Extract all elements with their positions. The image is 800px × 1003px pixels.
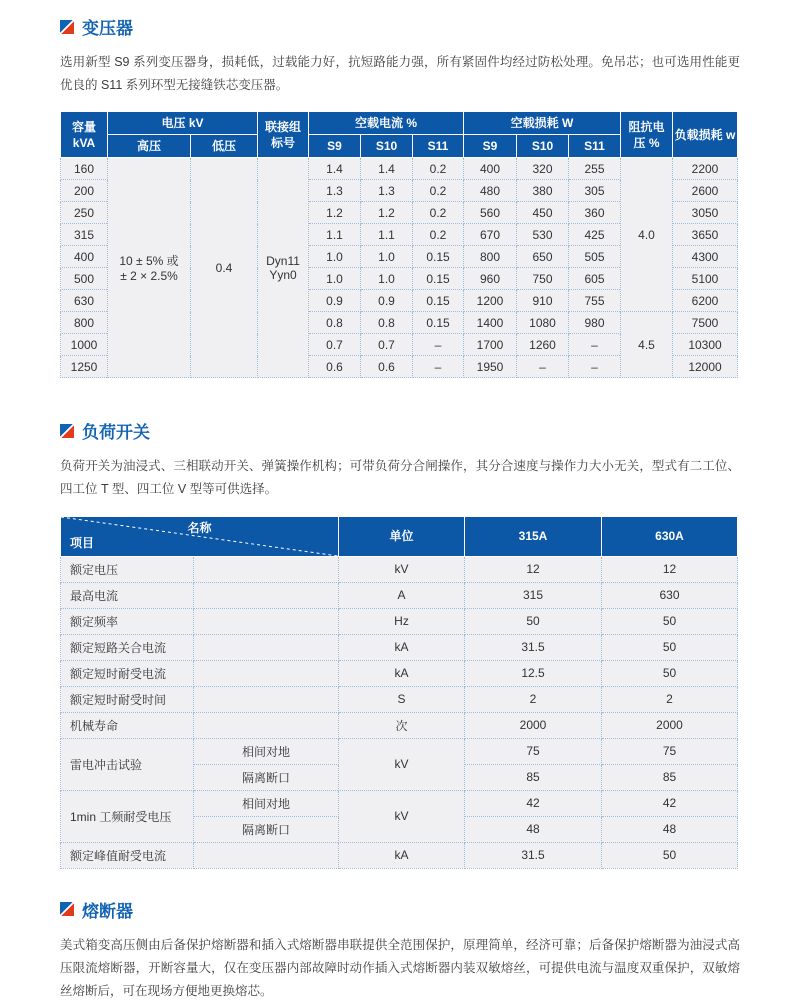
cell-load-loss: 12000	[673, 356, 738, 378]
col-header-hv: 高压	[108, 135, 191, 158]
cell-no-load-current-s11: 0.15	[413, 290, 464, 312]
col-header-630a: 630A	[602, 516, 738, 556]
cell-no-load-loss-s9: 800	[464, 246, 517, 268]
cell-lv-value: 0.4	[191, 158, 258, 378]
cell-no-load-loss-s9: 1700	[464, 334, 517, 356]
cell-no-load-loss-s10: 320	[517, 158, 569, 180]
section-title-text: 变压器	[82, 19, 133, 38]
cell-no-load-loss-s11: 605	[569, 268, 621, 290]
cell-value-630a: 2	[602, 686, 738, 712]
cell-no-load-current-s11: 0.2	[413, 180, 464, 202]
cell-item-label: 额定短时耐受时间	[61, 686, 194, 712]
table-row	[61, 738, 738, 764]
section-marker-icon	[60, 424, 74, 438]
cell-no-load-loss-s11: 505	[569, 246, 621, 268]
table-row	[61, 556, 738, 582]
cell-vector-group: Dyn11 Yyn0	[258, 158, 309, 378]
cell-value-315a: 2000	[465, 712, 602, 738]
cell-no-load-loss-s11: 305	[569, 180, 621, 202]
cell-no-load-loss-s10: 450	[517, 202, 569, 224]
cell-unit: kA	[339, 660, 465, 686]
cell-no-load-current-s10: 1.0	[361, 268, 413, 290]
cell-value-630a: 2000	[602, 712, 738, 738]
cell-value-315a: 48	[465, 816, 602, 842]
table-row	[61, 634, 738, 660]
cell-value-315a: 2	[465, 686, 602, 712]
cell-item-sub: 相间对地	[194, 738, 339, 764]
load-switch-description: 负荷开关为油浸式、三相联动开关、弹簧操作机构；可带负荷分合闸操作，其分合速度与操作力大小无关，型式有二工位、四工位 T 型、四工位 V 型等可供选择。	[60, 459, 740, 497]
cell-value-315a: 75	[465, 738, 602, 764]
cell-impedance: 4.5	[621, 312, 673, 378]
col-header-no-load-loss: 空载损耗 W	[464, 112, 621, 135]
cell-impedance: 4.0	[621, 158, 673, 312]
cell-no-load-current-s11: –	[413, 356, 464, 378]
cell-item-label: 额定频率	[61, 608, 194, 634]
cell-item-sub	[194, 556, 339, 582]
cell-capacity: 200	[61, 180, 108, 202]
cell-load-loss: 3650	[673, 224, 738, 246]
cell-no-load-current-s9: 0.9	[309, 290, 361, 312]
cell-load-loss: 5100	[673, 268, 738, 290]
table-row	[61, 158, 738, 180]
cell-value-630a: 50	[602, 608, 738, 634]
cell-no-load-current-s10: 0.7	[361, 334, 413, 356]
cell-hv-value: 10 ± 5% 或 ± 2 × 2.5%	[108, 158, 191, 378]
cell-no-load-loss-s10: 1260	[517, 334, 569, 356]
col-header-s11: S11	[413, 135, 464, 158]
cell-no-load-current-s10: 1.3	[361, 180, 413, 202]
cell-load-loss: 7500	[673, 312, 738, 334]
cell-no-load-loss-s9: 480	[464, 180, 517, 202]
section-title-text: 熔断器	[82, 901, 133, 921]
cell-no-load-current-s9: 0.6	[309, 356, 361, 378]
cell-item-label: 1min 工频耐受电压	[61, 790, 194, 842]
cell-no-load-loss-s9: 400	[464, 158, 517, 180]
cell-unit: kV	[339, 556, 465, 582]
cell-unit: kV	[339, 738, 465, 790]
cell-no-load-current-s10: 1.2	[361, 202, 413, 224]
col-header-lv: 低压	[191, 135, 258, 158]
transformer-section-title	[60, 14, 740, 39]
cell-value-630a: 50	[602, 634, 738, 660]
diagonal-header-cell	[61, 516, 339, 556]
cell-no-load-current-s10: 1.4	[361, 158, 413, 180]
cell-item-sub: 相间对地	[194, 790, 339, 816]
cell-no-load-current-s9: 0.7	[309, 334, 361, 356]
transformer-table-body	[61, 158, 738, 378]
cell-no-load-current-s9: 1.4	[309, 158, 361, 180]
diagonal-header-item: 项目	[70, 536, 95, 551]
load-switch-section-title	[60, 418, 740, 443]
section-marker-icon	[60, 902, 74, 916]
cell-no-load-current-s11: –	[413, 334, 464, 356]
cell-no-load-loss-s11: –	[569, 334, 621, 356]
load-switch-spec-table	[60, 516, 738, 869]
cell-capacity: 1000	[61, 334, 108, 356]
cell-no-load-current-s11: 0.2	[413, 202, 464, 224]
cell-item-label: 最高电流	[61, 582, 194, 608]
cell-no-load-loss-s11: 255	[569, 158, 621, 180]
cell-no-load-current-s11: 0.2	[413, 158, 464, 180]
cell-value-315a: 50	[465, 608, 602, 634]
cell-no-load-loss-s11: 755	[569, 290, 621, 312]
cell-no-load-loss-s10: 1080	[517, 312, 569, 334]
cell-no-load-loss-s9: 670	[464, 224, 517, 246]
cell-no-load-current-s11: 0.15	[413, 246, 464, 268]
cell-no-load-loss-s11: 360	[569, 202, 621, 224]
cell-capacity: 160	[61, 158, 108, 180]
cell-item-sub: 隔离断口	[194, 816, 339, 842]
cell-item-sub	[194, 712, 339, 738]
cell-capacity: 800	[61, 312, 108, 334]
cell-item-sub	[194, 608, 339, 634]
table-row	[61, 660, 738, 686]
cell-no-load-current-s9: 1.3	[309, 180, 361, 202]
cell-no-load-loss-s10: 750	[517, 268, 569, 290]
cell-item-label: 额定峰值耐受电流	[61, 842, 194, 868]
cell-no-load-current-s11: 0.15	[413, 312, 464, 334]
cell-item-sub	[194, 686, 339, 712]
cell-item-label: 雷电冲击试验	[61, 738, 194, 790]
col-header-unit: 单位	[339, 516, 465, 556]
cell-unit: A	[339, 582, 465, 608]
load-switch-table-body	[61, 556, 738, 868]
cell-no-load-loss-s11: 425	[569, 224, 621, 246]
cell-load-loss: 2200	[673, 158, 738, 180]
col-header-s10: S10	[517, 135, 569, 158]
cell-item-label: 额定短路关合电流	[61, 634, 194, 660]
cell-no-load-loss-s11: 980	[569, 312, 621, 334]
col-header-no-load-current: 空载电流 %	[309, 112, 464, 135]
col-header-315a: 315A	[465, 516, 602, 556]
cell-no-load-current-s9: 0.8	[309, 312, 361, 334]
cell-unit: kV	[339, 790, 465, 842]
col-header-load-loss: 负载损耗 w	[673, 112, 738, 158]
section-title-text: 负荷开关	[82, 423, 150, 443]
cell-no-load-current-s9: 1.1	[309, 224, 361, 246]
cell-no-load-current-s10: 0.8	[361, 312, 413, 334]
cell-value-315a: 42	[465, 790, 602, 816]
cell-value-315a: 31.5	[465, 842, 602, 868]
cell-item-sub	[194, 582, 339, 608]
cell-value-315a: 31.5	[465, 634, 602, 660]
table-row	[61, 608, 738, 634]
col-header-impedance: 阻抗电 压 %	[621, 112, 673, 158]
cell-value-315a: 12	[465, 556, 602, 582]
cell-value-630a: 12	[602, 556, 738, 582]
transformer-spec-table	[60, 111, 738, 378]
cell-load-loss: 3050	[673, 202, 738, 224]
section-marker-icon	[60, 20, 74, 34]
cell-no-load-loss-s9: 960	[464, 268, 517, 290]
cell-capacity: 500	[61, 268, 108, 290]
col-header-voltage-group: 电压 kV	[108, 112, 258, 135]
cell-no-load-current-s11: 0.15	[413, 268, 464, 290]
fuse-section-title	[60, 897, 740, 922]
table-row	[61, 582, 738, 608]
cell-unit: kA	[339, 842, 465, 868]
col-header-s9: S9	[464, 135, 517, 158]
cell-item-sub	[194, 660, 339, 686]
cell-unit: Hz	[339, 608, 465, 634]
table-row	[61, 790, 738, 816]
cell-no-load-loss-s9: 1400	[464, 312, 517, 334]
cell-load-loss: 10300	[673, 334, 738, 356]
cell-no-load-current-s10: 1.0	[361, 246, 413, 268]
cell-no-load-loss-s9: 1950	[464, 356, 517, 378]
cell-no-load-current-s11: 0.2	[413, 224, 464, 246]
cell-capacity: 315	[61, 224, 108, 246]
cell-no-load-loss-s10: 530	[517, 224, 569, 246]
cell-item-sub	[194, 634, 339, 660]
cell-unit: S	[339, 686, 465, 712]
cell-no-load-loss-s9: 560	[464, 202, 517, 224]
cell-capacity: 1250	[61, 356, 108, 378]
cell-value-315a: 85	[465, 764, 602, 790]
cell-value-630a: 50	[602, 660, 738, 686]
cell-capacity: 400	[61, 246, 108, 268]
cell-value-630a: 42	[602, 790, 738, 816]
cell-no-load-loss-s10: –	[517, 356, 569, 378]
cell-item-sub	[194, 842, 339, 868]
cell-no-load-current-s10: 1.1	[361, 224, 413, 246]
cell-item-sub: 隔离断口	[194, 764, 339, 790]
diagonal-header-name: 名称	[187, 520, 212, 535]
cell-unit: kA	[339, 634, 465, 660]
cell-no-load-current-s9: 1.0	[309, 246, 361, 268]
col-header-s10: S10	[361, 135, 413, 158]
cell-no-load-current-s9: 1.2	[309, 202, 361, 224]
col-header-capacity: 容量 kVA	[61, 112, 108, 158]
col-header-vector-group: 联接组 标号	[258, 112, 309, 158]
fuse-description: 美式箱变高压侧由后备保护熔断器和插入式熔断器串联提供全范围保护，原理简单，经济可靠；后备保护熔断器为油浸式高压限流熔断器，开断容量大，仅在变压器内部故障时动作插入式熔断器内装双敏熔丝，可提供电流与温度双重保护，双敏熔丝熔断后，可在现场方便地更换熔芯。	[60, 937, 740, 998]
cell-load-loss: 2600	[673, 180, 738, 202]
cell-value-630a: 48	[602, 816, 738, 842]
cell-no-load-current-s10: 0.9	[361, 290, 413, 312]
cell-no-load-loss-s9: 1200	[464, 290, 517, 312]
cell-load-loss: 6200	[673, 290, 738, 312]
transformer-description: 选用新型 S9 系列变压器身，损耗低，过载能力好，抗短路能力强，所有紧固件均经过防松处理。免吊芯；也可选用性能更优良的 S11 系列环型无接缝铁芯变压器。	[60, 55, 740, 93]
cell-value-630a: 630	[602, 582, 738, 608]
cell-no-load-loss-s10: 380	[517, 180, 569, 202]
cell-no-load-loss-s10: 650	[517, 246, 569, 268]
table-row	[61, 686, 738, 712]
table-row	[61, 842, 738, 868]
col-header-s9: S9	[309, 135, 361, 158]
col-header-s11: S11	[569, 135, 621, 158]
cell-capacity: 630	[61, 290, 108, 312]
cell-value-630a: 75	[602, 738, 738, 764]
cell-item-label: 机械寿命	[61, 712, 194, 738]
cell-item-label: 额定短时耐受电流	[61, 660, 194, 686]
cell-no-load-loss-s11: –	[569, 356, 621, 378]
cell-no-load-loss-s10: 910	[517, 290, 569, 312]
cell-no-load-current-s9: 1.0	[309, 268, 361, 290]
cell-value-630a: 85	[602, 764, 738, 790]
cell-capacity: 250	[61, 202, 108, 224]
table-row	[61, 712, 738, 738]
cell-value-315a: 315	[465, 582, 602, 608]
cell-value-315a: 12.5	[465, 660, 602, 686]
cell-value-630a: 50	[602, 842, 738, 868]
cell-item-label: 额定电压	[61, 556, 194, 582]
cell-load-loss: 4300	[673, 246, 738, 268]
cell-unit: 次	[339, 712, 465, 738]
cell-no-load-current-s10: 0.6	[361, 356, 413, 378]
